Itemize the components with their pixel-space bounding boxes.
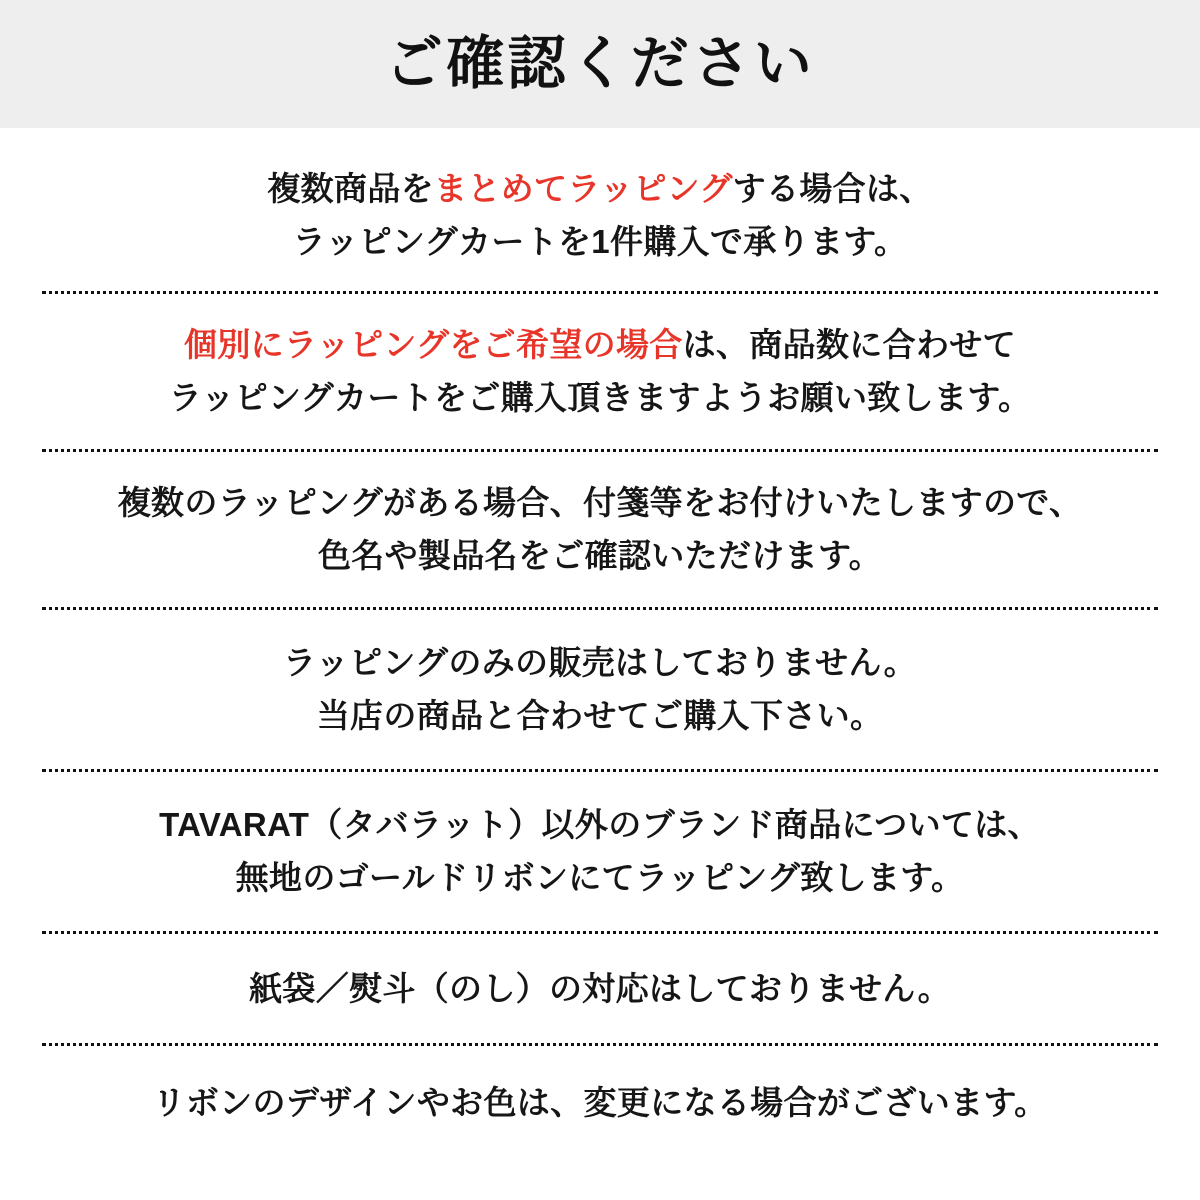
notice-text-highlight: 個別にラッピングをご希望の場合: [184, 325, 683, 363]
notice-line: [42, 798, 1158, 851]
notice-section-multiple-wrapping-tags: [42, 452, 1158, 610]
notice-line: [42, 215, 1158, 268]
notice-line: [42, 371, 1158, 424]
notice-line: [42, 162, 1158, 215]
notice-text: 色名や製品名をご確認いただけます。: [318, 537, 882, 575]
notice-text: 当店の商品と合わせてご購入下さい。: [316, 697, 884, 735]
notice-section-other-brand-ribbon: [42, 772, 1158, 934]
page-header: [0, 0, 1200, 128]
notice-line: [42, 851, 1158, 904]
notice-line: [42, 1076, 1158, 1129]
notice-text: リボンのデザインやお色は、変更になる場合がございます。: [152, 1083, 1048, 1121]
notice-text-highlight: まとめてラッピング: [434, 170, 733, 207]
notice-line: [42, 962, 1158, 1015]
notice-line: [42, 476, 1158, 529]
notice-section-wrapping-only-not-sold: [42, 610, 1158, 772]
notice-text: 複数のラッピングがある場合、付箋等をお付けいたしますので、: [117, 483, 1083, 521]
notice-text: ラッピングカートを1件購入で承ります。: [292, 223, 908, 261]
notice-line: [42, 318, 1158, 371]
notice-text: ラッピングのみの販売はしておりません。: [283, 643, 917, 681]
notice-text: 無地のゴールドリボンにてラッピング致します。: [235, 859, 965, 897]
notice-text: TAVARAT（タバラット）以外のブランド商品については、: [159, 805, 1041, 843]
notice-sections: [0, 128, 1200, 1139]
notice-line: [42, 689, 1158, 742]
notice-line: [42, 636, 1158, 689]
page-title: ご確認ください: [384, 31, 816, 96]
notice-section-individual-wrapping: [42, 294, 1158, 452]
notice-line: [42, 529, 1158, 582]
notice-text: は、商品数に合わせて: [682, 325, 1016, 363]
notice-section-bundle-wrapping: [42, 128, 1158, 294]
notice-text: 複数商品を: [267, 170, 434, 207]
notice-section-ribbon-design-change: [42, 1046, 1158, 1139]
notice-text: ラッピングカートをご購入頂きますようお願い致します。: [168, 379, 1032, 417]
notice-text: 紙袋／熨斗（のし）の対応はしておりません。: [249, 969, 951, 1007]
notice-section-no-paper-bag-noshi: [42, 934, 1158, 1046]
notice-text: する場合は、: [732, 170, 933, 207]
